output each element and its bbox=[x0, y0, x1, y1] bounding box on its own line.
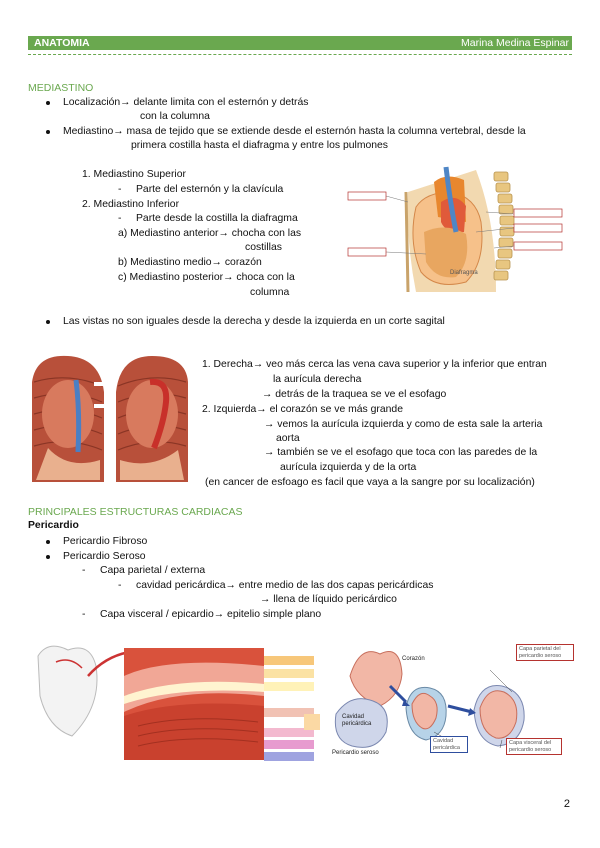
text-note-cancer: (en cancer de esfoago es facil que vaya a la sangre por su localización) bbox=[205, 477, 535, 488]
pericardium-layers-figure bbox=[28, 636, 320, 762]
text-izquierda-1: 2. Izquierda→ el corazón se ve más grande bbox=[202, 404, 403, 415]
thorax-views-image bbox=[28, 352, 192, 484]
label-corazon: Corazón bbox=[402, 656, 425, 662]
label-cavidad-2: Cavidad pericárdica bbox=[430, 736, 468, 753]
list-subitem-inferior: Parte desde la costilla la diafragma bbox=[136, 213, 298, 224]
dash: - bbox=[82, 565, 86, 576]
label-pericardio-seroso: Pericardio seroso bbox=[332, 750, 379, 756]
bullet-dot bbox=[46, 320, 50, 324]
text-derecha-3: → detrás de la traquea se ve el esofago bbox=[262, 389, 447, 400]
dash: - bbox=[82, 609, 86, 620]
dash: - bbox=[118, 184, 122, 195]
label-diafragma: Diafragma bbox=[450, 270, 478, 276]
list-item-inferior: 2. Mediastino Inferior bbox=[82, 199, 180, 210]
header-divider bbox=[28, 54, 572, 55]
list-item-anterior: a) Mediastino anterior→ chocha con las bbox=[118, 228, 302, 239]
text-izquierda-5: aurícula izquierda y de la orta bbox=[280, 462, 417, 473]
label-capa-parietal: Capa parietal del pericardio seroso bbox=[516, 644, 574, 661]
pericardium-serous-diagram bbox=[330, 636, 575, 764]
text-vistas: Las vistas no son iguales desde la derecha y desde la izquierda en un corte sagital bbox=[63, 316, 445, 327]
bullet-dot bbox=[46, 540, 50, 544]
dash: - bbox=[118, 580, 122, 591]
bullet-dot bbox=[46, 101, 50, 105]
text-capa-visceral: Capa visceral / epicardio→ epitelio simple plano bbox=[100, 609, 322, 620]
text-liquido-pericardico: → llena de líquido pericárdico bbox=[260, 594, 397, 605]
page-header bbox=[28, 36, 572, 50]
bullet-dot bbox=[46, 130, 50, 134]
text-izquierda-2: → vemos la aurícula izquierda y como de esta sale la arteria bbox=[264, 419, 543, 430]
text-izquierda-3: aorta bbox=[276, 433, 300, 444]
dash: - bbox=[118, 213, 122, 224]
text-mediastino-def-cont: primera costilla hasta el diafragma y entre los pulmones bbox=[131, 140, 389, 151]
list-item-medio: b) Mediastino medio→ corazón bbox=[118, 257, 262, 268]
label-capa-visceral: Capa visceral del pericardio seroso bbox=[506, 738, 562, 755]
text-izquierda-4: → también se ve el esofago que toca con las paredes de la bbox=[264, 447, 538, 458]
text-localizacion-cont: con la columna bbox=[140, 111, 210, 122]
list-item-superior: 1. Mediastino Superior bbox=[82, 169, 186, 180]
section-title-estructuras: PRINCIPALES ESTRUCTURAS CARDIACAS bbox=[28, 506, 243, 518]
list-item-posterior: c) Mediastino posterior→ choca con la bbox=[118, 272, 295, 283]
bullet-dot bbox=[46, 555, 50, 559]
list-item-posterior-cont: columna bbox=[250, 287, 290, 298]
list-subitem-superior: Parte del esternón y la clavícula bbox=[136, 184, 284, 195]
subtitle-pericardio: Pericardio bbox=[28, 520, 79, 531]
text-localizacion: Localización→ delante limita con el esternón y detrás bbox=[63, 97, 309, 108]
text-pericardio-seroso: Pericardio Seroso bbox=[63, 551, 146, 562]
text-mediastino-def: Mediastino→ masa de tejido que se extiende desde el esternón hasta la columna vertebral, desde la bbox=[63, 126, 526, 137]
text-derecha-2: la aurícula derecha bbox=[273, 374, 362, 385]
text-pericardio-fibroso: Pericardio Fibroso bbox=[63, 536, 148, 547]
header-subject: ANATOMIA bbox=[34, 37, 90, 49]
page-number: 2 bbox=[563, 798, 570, 810]
text-derecha-1: 1. Derecha→ veo más cerca las vena cava superior y la inferior que entran bbox=[202, 359, 547, 370]
text-cavidad-pericardica: cavidad pericárdica→ entre medio de las dos capas pericárdicas bbox=[136, 580, 434, 591]
list-item-anterior-cont: costillas bbox=[245, 242, 282, 253]
header-author: Marina Medina Espinar bbox=[461, 37, 569, 49]
mediastinum-diagram bbox=[346, 162, 568, 298]
text-capa-parietal: Capa parietal / externa bbox=[100, 565, 206, 576]
label-cavidad-1: Cavidad pericárdica bbox=[342, 714, 372, 727]
section-title-mediastino: MEDIASTINO bbox=[28, 82, 94, 94]
